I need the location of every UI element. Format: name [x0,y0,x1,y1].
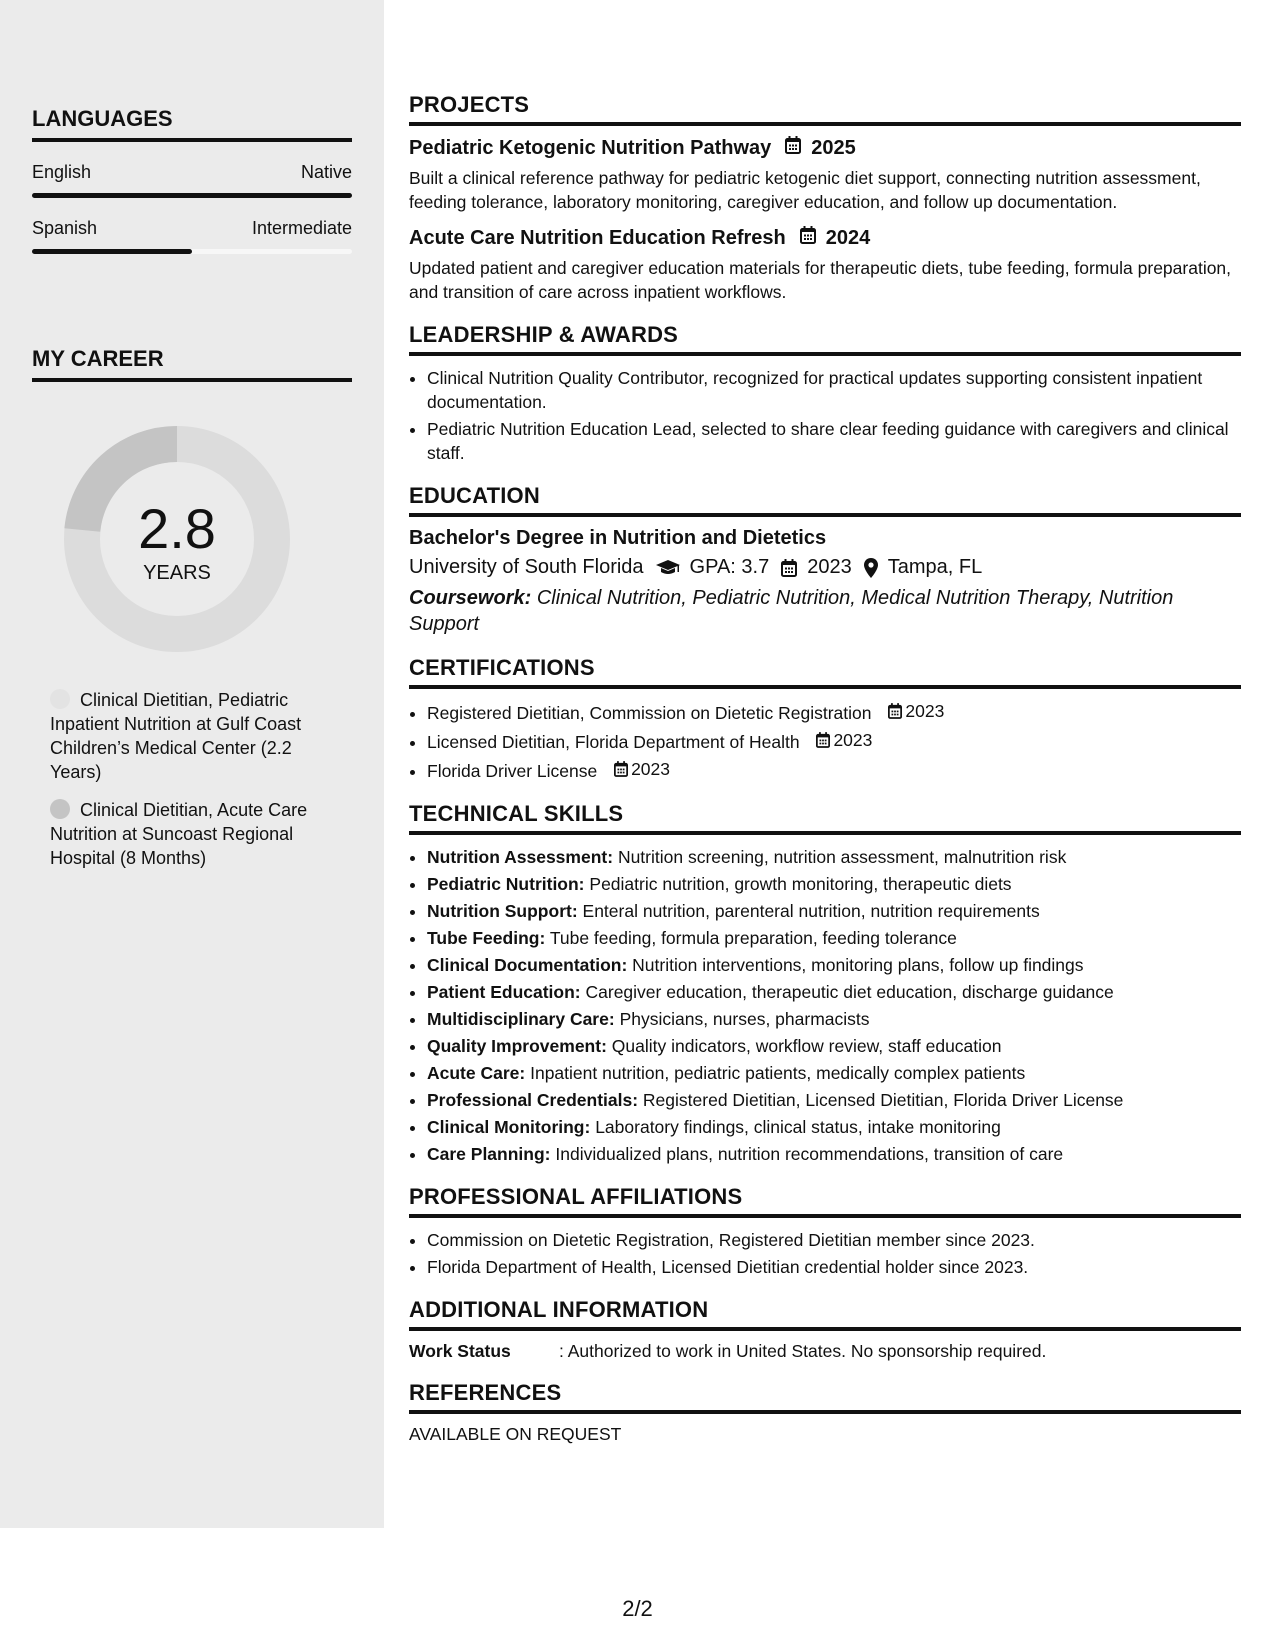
calendar-icon [785,136,801,160]
career-years-unit: YEARS [143,562,211,584]
project-title: Pediatric Ketogenic Nutrition Pathway [409,136,772,159]
skill-label: Acute Care: [427,1063,526,1083]
languages-heading: LANGUAGES [32,106,352,142]
skill-item [427,1088,1241,1112]
skill-label: Professional Credentials: [427,1090,639,1110]
projects-section [409,92,1241,304]
skill-item [427,980,1241,1004]
skill-item [427,1034,1241,1058]
calendar-icon [888,703,902,719]
skill-label: Tube Feeding: [427,928,546,948]
skill-label: Multidisciplinary Care: [427,1009,615,1029]
language-item [32,162,352,198]
career-item-text: Clinical Dietitian, Acute Care Nutrition at Suncoast Regional Hospital (8 Months) [50,800,308,868]
certification-item [427,757,1241,783]
additional-info-section [409,1297,1241,1362]
career-donut-chart [62,424,292,654]
skill-text: Nutrition interventions, monitoring plans, follow up findings [632,955,1084,975]
skill-item [427,926,1241,950]
certifications-heading: CERTIFICATIONS [409,655,1241,689]
affiliations-list [409,1228,1241,1279]
leadership-item: • Pediatric Nutrition Education Lead, selected to share clear feeding guidance with caregivers and clinical staff. [427,417,1241,465]
language-name: English [32,162,92,182]
skill-item [427,1061,1241,1085]
skill-text: Caregiver education, therapeutic diet education, discharge guidance [585,982,1114,1002]
sidebar [0,0,384,1528]
education-school: University of South Florida [409,556,644,578]
skill-text: Enteral nutrition, parenteral nutrition, nutrition requirements [582,901,1040,921]
leadership-list [409,366,1241,465]
skill-item [427,872,1241,896]
career-heading: MY CAREER [32,346,352,382]
project-description: Updated patient and caregiver education materials for therapeutic diets, tube feeding, formula preparation, and transition of care across inpatient workflows. [409,258,1232,302]
skills-heading: TECHNICAL SKILLS [409,801,1241,835]
certification-year: 2023 [833,730,873,750]
calendar-icon [781,559,797,577]
skill-text: Registered Dietitian, Licensed Dietitian, Florida Driver License [642,1090,1124,1110]
affiliation-item: • Florida Department of Health, Licensed Dietitian credential holder since 2023. [427,1255,1241,1279]
language-proficiency-bar [32,249,352,254]
language-proficiency-fill [32,249,192,254]
coursework-label: Coursework: [409,587,532,609]
calendar-icon [800,226,816,250]
education-year: 2023 [807,556,852,578]
career-list [50,688,330,884]
main-content [409,92,1241,1463]
skill-item [427,1142,1241,1166]
project-description: Built a clinical reference pathway for pediatric ketogenic diet support, connecting nutrition assessment, feeding tolerance, laboratory monitoring, caregiver education, and follow up documentation. [409,168,1201,212]
skill-label: Care Planning: [427,1144,551,1164]
language-name: Spanish [32,218,98,238]
language-proficiency-bar [32,193,352,198]
coursework-text: Clinical Nutrition, Pediatric Nutrition, Medical Nutrition Therapy, Nutrition Support [409,587,1174,635]
education-details [409,556,1241,579]
career-dot-icon [50,799,70,819]
skill-label: Clinical Monitoring: [427,1117,591,1137]
calendar-icon [816,732,830,748]
education-gpa: GPA: 3.7 [689,556,770,578]
work-status-value: : Authorized to work in United States. No sponsorship required. [559,1341,1047,1361]
skill-text: Pediatric nutrition, growth monitoring, therapeutic diets [589,874,1012,894]
skill-label: Pediatric Nutrition: [427,874,585,894]
affiliations-section [409,1184,1241,1279]
education-section [409,483,1241,637]
career-item-text: Clinical Dietitian, Pediatric Inpatient Nutrition at Gulf Coast Children’s Medical Center (2.2 Years) [50,690,302,782]
skill-text: Inpatient nutrition, pediatric patients, medically complex patients [530,1063,1026,1083]
skills-section [409,801,1241,1166]
certification-name: Registered Dietitian, Commission on Dietetic Registration [427,703,872,723]
certification-year: 2023 [905,701,945,721]
skill-text: Tube feeding, formula preparation, feeding tolerance [549,928,957,948]
languages-section [32,106,352,254]
work-status-label: Work Status [409,1341,511,1361]
skill-item [427,1115,1241,1139]
project-item [409,136,1241,214]
skill-text: Physicians, nurses, pharmacists [619,1009,870,1029]
skill-text: Laboratory findings, clinical status, intake monitoring [595,1117,1001,1137]
page-number: 2/2 [622,1596,653,1621]
skill-text: Quality indicators, workflow review, staff education [611,1036,1002,1056]
certification-name: Florida Driver License [427,761,598,781]
career-item [50,798,330,870]
language-item [32,218,352,254]
career-item [50,688,330,784]
skill-item [427,845,1241,869]
skill-item [427,1007,1241,1031]
education-degree: Bachelor's Degree in Nutrition and Dietetics [409,527,827,549]
work-status-row [409,1341,1241,1362]
certifications-list [409,699,1241,783]
project-title: Acute Care Nutrition Education Refresh [409,226,786,249]
certifications-section [409,655,1241,783]
certification-item [427,699,1241,725]
certification-year: 2023 [631,759,671,779]
leadership-item: • Clinical Nutrition Quality Contributor, recognized for practical updates supporting consistent inpatient documentation. [427,366,1241,414]
language-level: Native [300,162,352,182]
skill-item [427,899,1241,923]
project-year: 2025 [811,136,856,159]
education-heading: EDUCATION [409,483,1241,517]
references-heading: REFERENCES [409,1380,1241,1414]
location-pin-icon [864,558,878,578]
skill-item [427,953,1241,977]
skill-label: Patient Education: [427,982,581,1002]
skill-text: Individualized plans, nutrition recommendations, transition of care [555,1144,1064,1164]
language-proficiency-fill [32,193,352,198]
leadership-heading: LEADERSHIP & AWARDS [409,322,1241,356]
additional-info-heading: ADDITIONAL INFORMATION [409,1297,1241,1331]
calendar-icon [614,761,628,777]
affiliation-item: • Commission on Dietetic Registration, Registered Dietitian member since 2023. [427,1228,1241,1252]
graduation-cap-icon [656,560,680,576]
language-level: Intermediate [251,218,352,238]
skill-label: Quality Improvement: [427,1036,607,1056]
skill-label: Nutrition Assessment: [427,847,614,867]
certification-name: Licensed Dietitian, Florida Department of Health [427,732,800,752]
project-year: 2024 [825,226,871,249]
leadership-section [409,322,1241,465]
education-location: Tampa, FL [887,556,983,578]
education-coursework [409,585,1241,637]
skill-label: Clinical Documentation: [427,955,628,975]
project-item [409,226,1241,304]
affiliations-heading: PROFESSIONAL AFFILIATIONS [409,1184,1241,1218]
career-years-value: 2.8 [138,497,216,560]
references-section [409,1380,1241,1445]
skill-label: Nutrition Support: [427,901,578,921]
skills-list [409,845,1241,1166]
references-text: AVAILABLE ON REQUEST [409,1424,622,1444]
projects-heading: PROJECTS [409,92,1241,126]
certification-item [427,728,1241,754]
career-dot-icon [50,689,70,709]
career-section [32,346,352,382]
skill-text: Nutrition screening, nutrition assessment, malnutrition risk [617,847,1067,867]
